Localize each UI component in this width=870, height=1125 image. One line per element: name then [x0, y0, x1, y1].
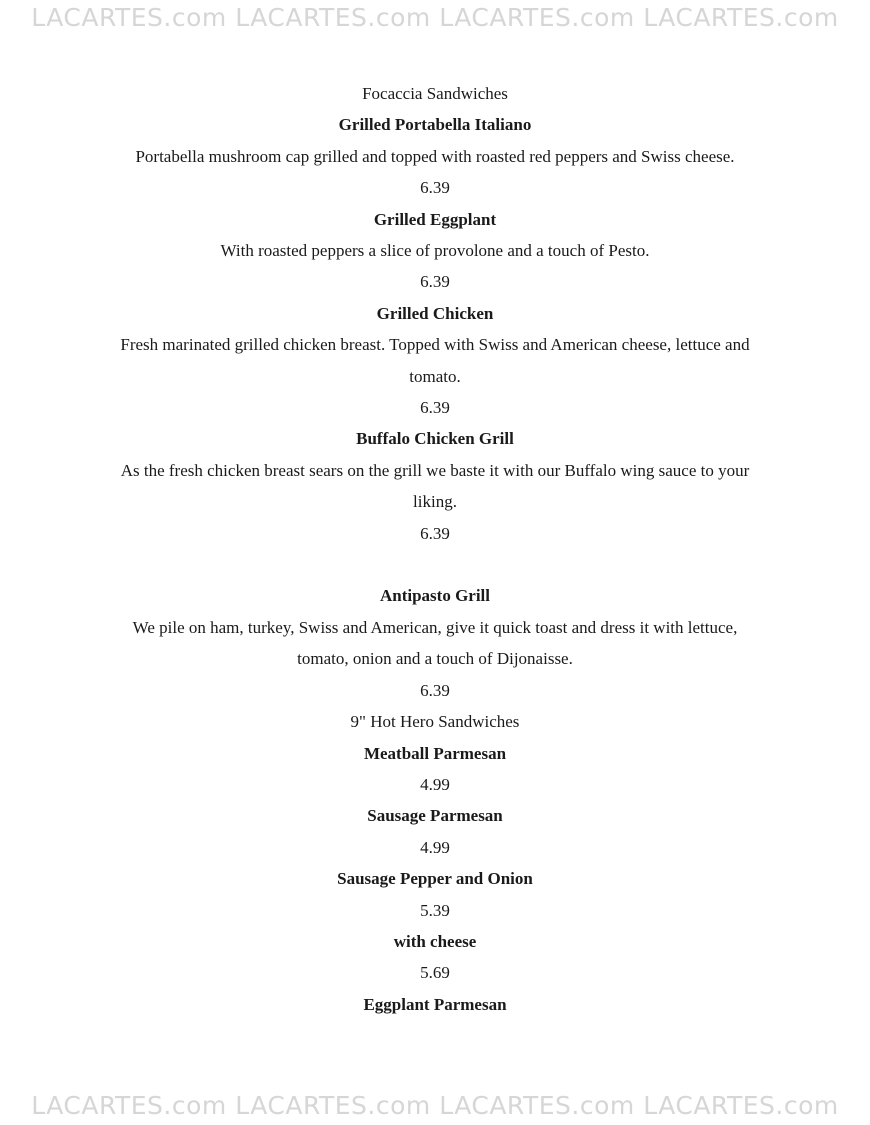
item-price: 4.99 — [420, 837, 450, 857]
watermark-top: LACARTES.com LACARTES.com LACARTES.com LACARTES.com — [31, 3, 839, 32]
item-name: with cheese — [393, 931, 477, 951]
spacer — [60, 549, 810, 580]
item-price: 5.69 — [420, 963, 450, 983]
item-name: Meatball Parmesan — [363, 743, 507, 763]
menu-page — [60, 78, 810, 1020]
menu-item — [60, 204, 810, 298]
item-description-line-1: We pile on ham, turkey, Swiss and American, give it quick toast and dress it with lettuce, — [132, 617, 738, 637]
item-name: Grilled Eggplant — [373, 209, 497, 229]
menu-item — [60, 580, 810, 706]
menu-item — [60, 423, 810, 549]
item-description-line-1: As the fresh chicken breast sears on the grill we baste it with our Buffalo wing sauce to your — [120, 460, 750, 480]
watermark-bottom: LACARTES.com LACARTES.com LACARTES.com LACARTES.com — [31, 1091, 839, 1120]
item-price: 5.39 — [420, 900, 450, 920]
item-price: 6.39 — [420, 523, 450, 543]
item-name: Buffalo Chicken Grill — [356, 429, 514, 449]
item-price: 6.39 — [420, 272, 450, 292]
menu-item — [60, 989, 810, 1020]
item-name: Grilled Chicken — [376, 303, 494, 323]
item-name: Grilled Portabella Italiano — [338, 115, 532, 135]
item-description-line-2: tomato. — [409, 366, 461, 386]
section-title-focaccia: Focaccia Sandwiches — [362, 84, 508, 103]
item-name: Eggplant Parmesan — [363, 994, 507, 1014]
item-description: With roasted peppers a slice of provolone and a touch of Pesto. — [220, 241, 650, 261]
item-description-line-2: liking. — [413, 492, 457, 512]
item-description-line-2: tomato, onion and a touch of Dijonaisse. — [297, 649, 573, 669]
menu-item — [60, 800, 810, 863]
item-price: 4.99 — [420, 774, 450, 794]
item-name: Sausage Pepper and Onion — [337, 869, 533, 889]
section-title-hero: 9" Hot Hero Sandwiches — [350, 712, 520, 732]
menu-item — [60, 109, 810, 203]
menu-item — [60, 738, 810, 801]
item-price: 6.39 — [420, 680, 450, 700]
item-description-line-1: Fresh marinated grilled chicken breast. Topped with Swiss and American cheese, lettuce and — [120, 335, 750, 355]
item-price: 6.39 — [420, 178, 450, 198]
item-name: Antipasto Grill — [379, 586, 491, 606]
menu-item — [60, 926, 810, 989]
item-description: Portabella mushroom cap grilled and topped with roasted red peppers and Swiss cheese. — [135, 146, 735, 166]
item-price: 6.39 — [420, 398, 450, 418]
item-name: Sausage Parmesan — [367, 806, 503, 826]
menu-item — [60, 863, 810, 926]
menu-item — [60, 298, 810, 424]
